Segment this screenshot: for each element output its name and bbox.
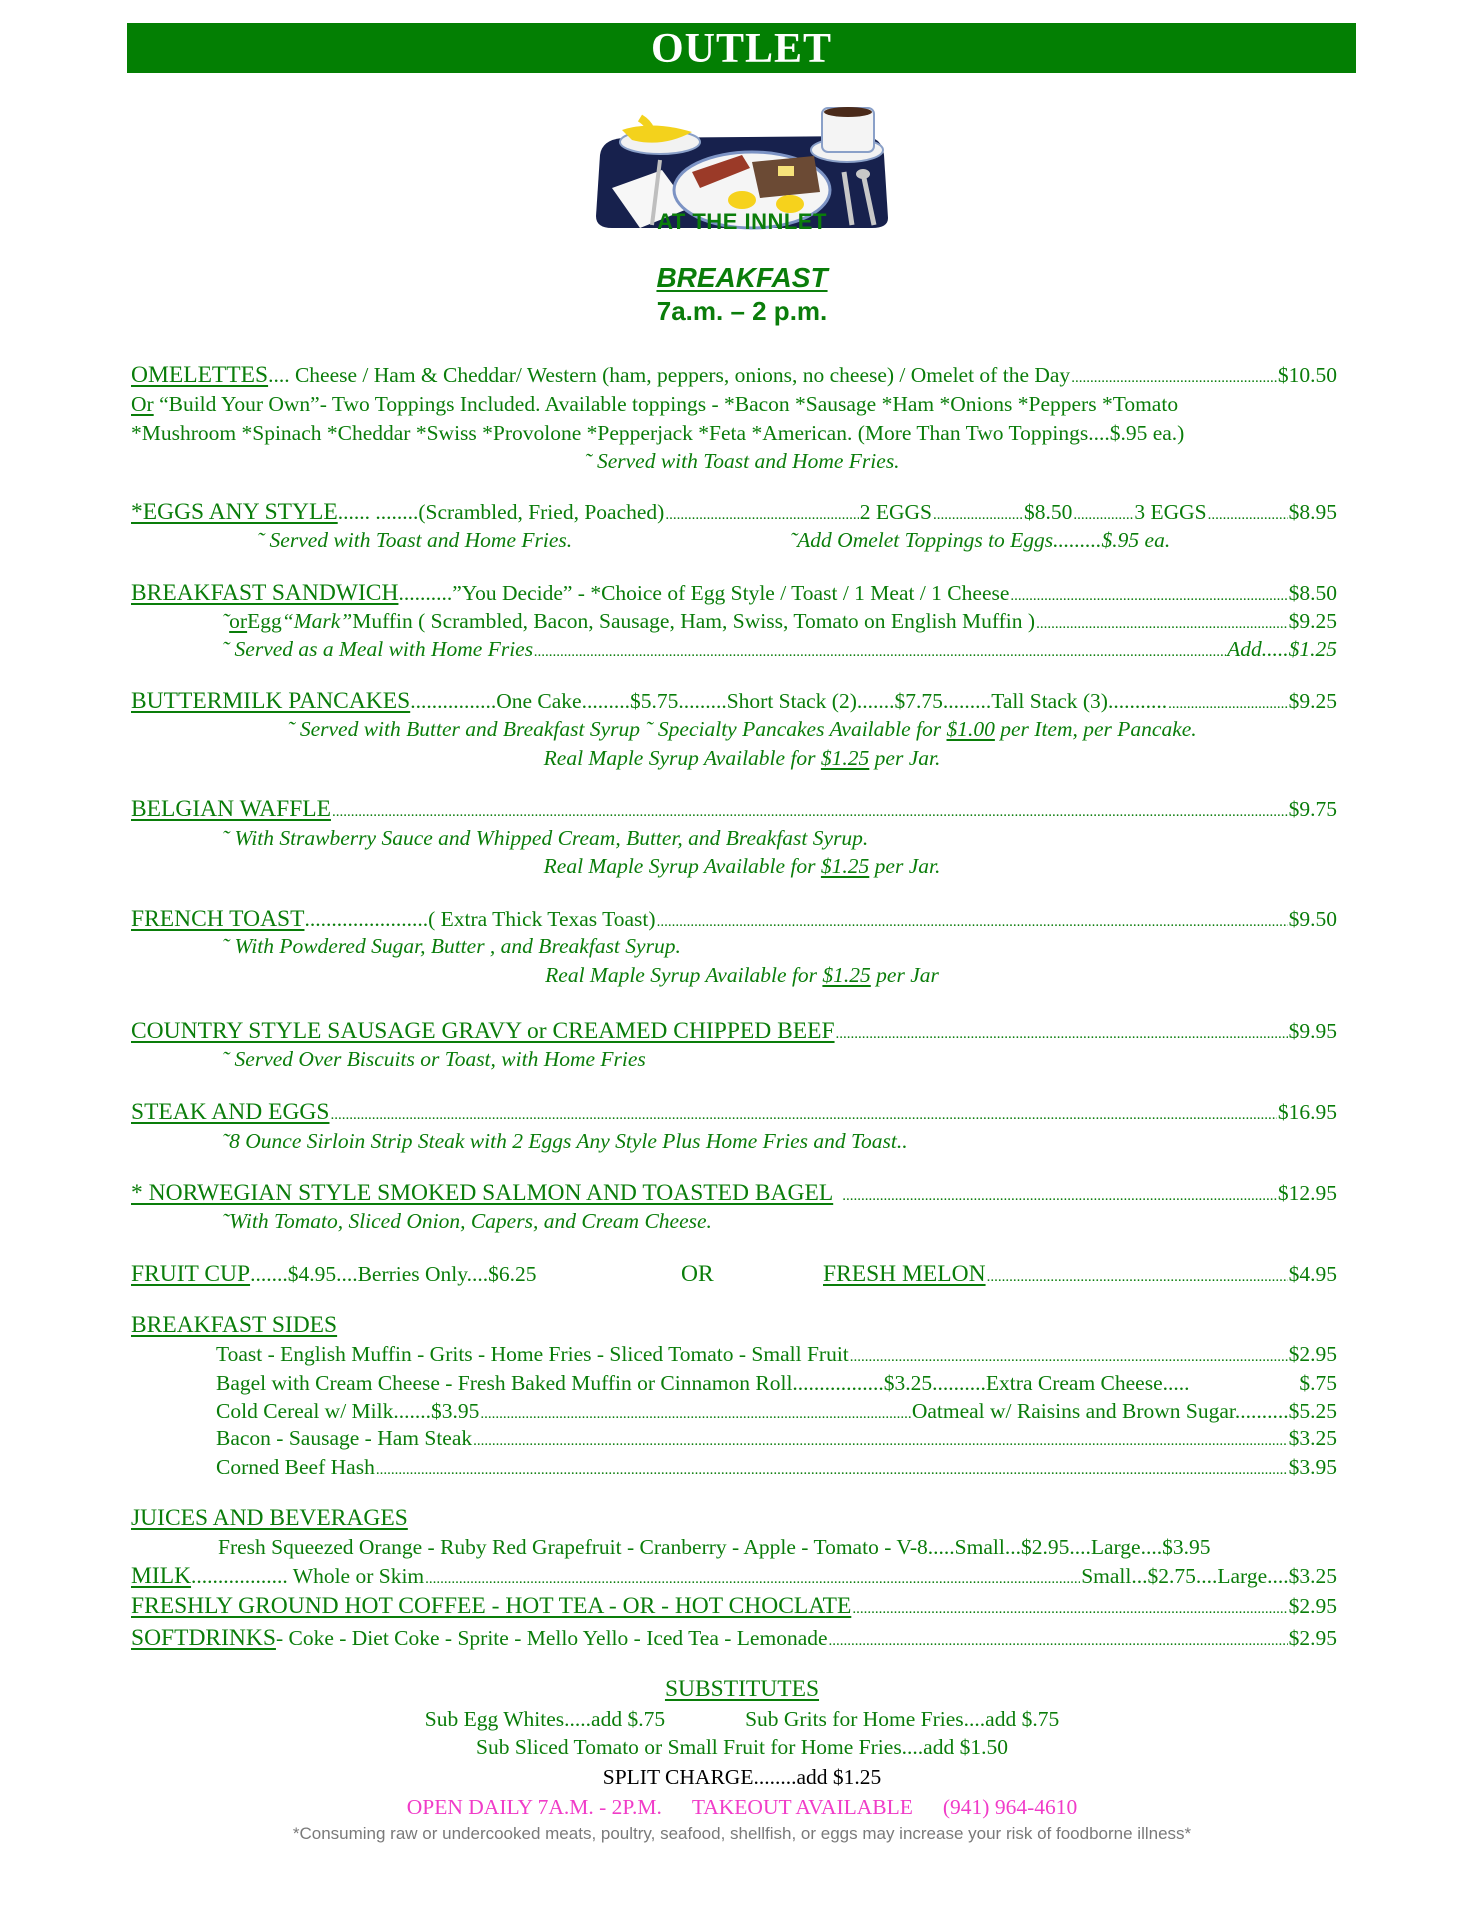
section-title: BREAKFAST <box>656 262 828 293</box>
split-charge: SPLIT CHARGE........add $1.25 <box>602 1765 882 1789</box>
french-toast-maple-note: Real Maple Syrup Available for $1.25 per Jar <box>545 963 939 987</box>
item-name: FRESH MELON <box>823 1261 986 1287</box>
juices-line: Fresh Squeezed Orange - Ruby Red Grapefruit - Cranberry - Apple - Tomato - V-8.....Small...$2.95....Large....$3.95 <box>218 1535 1211 1559</box>
item-price: $9.50 <box>1288 907 1337 931</box>
pancakes-note: ˜ Served with Butter and Breakfast Syrup ˜ Specialty Pancakes Available for $1.00 per Item, per Pancake. <box>287 717 1197 741</box>
toast <box>752 156 820 198</box>
item-name: STEAK AND EGGS <box>131 1099 330 1125</box>
price-2-eggs: $8.50 <box>1023 500 1073 524</box>
side-item: Cold Cereal w/ Milk.......$3.95 ..... Oatmeal w/ Raisins and Brown Sugar.......... $5.25 <box>216 1398 1337 1427</box>
sandwich-meal-note: ˜ Served as a Meal with Home Fries ..... Add.....$1.25 <box>222 636 1337 665</box>
menu-item-eggs: *EGGS ANY STYLE ...... ........(Scrambled, Fried, Poached) ..... 2 EGGS ..... $8.50 ..... 3 EGGS ..... $8.95 <box>131 499 1337 528</box>
price-3-eggs: $8.95 <box>1288 500 1337 524</box>
menu-item-pancakes: BUTTERMILK PANCAKES ................One Cake.........$5.75.........Short Stack (2).......$7.75.........Tall Stack (3)........... ..... $9.25 <box>131 688 1337 717</box>
breakfast-hours: 7a.m. – 2 p.m. <box>656 296 828 326</box>
omelette-build-your-own: Or “Build Your Own”- Two Toppings Included. Available toppings - *Bacon *Sausage *Ham *Onions *Peppers *Tomato <box>131 392 1179 416</box>
menu-item-steak-eggs <box>131 1099 1337 1128</box>
waffle-maple-note: Real Maple Syrup Available for $1.25 per Jar. <box>543 854 941 878</box>
item-name: *EGGS ANY STYLE <box>131 499 338 525</box>
menu-item-fresh-melon <box>823 1261 1337 1290</box>
item-name: COUNTRY STYLE SAUSAGE GRAVY or CREAMED CHIPPED BEEF <box>131 1018 835 1044</box>
item-price: $4.95 <box>1288 1262 1337 1286</box>
takeout-available: TAKEOUT AVAILABLE <box>691 1795 913 1819</box>
coffee <box>824 107 872 117</box>
open-hours-footer: OPEN DAILY 7A.M. - 2P.M. TAKEOUT AVAILABLE (941) 964-4610 <box>406 1795 1078 1819</box>
phone-number: (941) 964-4610 <box>942 1795 1078 1819</box>
item-price: $8.50 <box>1288 581 1337 605</box>
menu-item-french-toast: FRENCH TOAST .......................( Extra Thick Texas Toast) ..... $9.50 <box>131 906 1337 935</box>
item-name: * NORWEGIAN STYLE SMOKED SALMON AND TOASTED BAGEL <box>131 1180 834 1206</box>
waffle-note: ˜ With Strawberry Sauce and Whipped Cream, Butter, and Breakfast Syrup. <box>222 826 869 850</box>
item-name: OMELETTES <box>131 362 269 388</box>
item-price: $9.75 <box>1288 797 1337 821</box>
restaurant-title: OUTLET <box>650 26 833 72</box>
fruit-or: OR <box>681 1261 714 1287</box>
french-toast-note: ˜ With Powdered Sugar, Butter , and Breakfast Syrup. <box>222 934 681 958</box>
item-name: FRUIT CUP <box>131 1261 251 1287</box>
eggs-note: ˜ Served with Toast and Home Fries. <box>257 528 573 552</box>
menu-item-salmon <box>131 1180 1337 1209</box>
title-banner <box>127 23 1356 73</box>
item-name: BREAKFAST SANDWICH <box>131 580 399 606</box>
menu-item-waffle <box>131 796 1337 825</box>
sides-header: BREAKFAST SIDES <box>131 1312 338 1338</box>
salmon-note: ˜With Tomato, Sliced Onion, Capers, and Cream Cheese. <box>222 1209 712 1233</box>
logo-caption: AT THE INNLET <box>657 209 827 234</box>
item-name: FRENCH TOAST <box>131 906 305 932</box>
eggs-toppings-note: ˜Add Omelet Toppings to Eggs.........$.95 ea. <box>790 528 1171 552</box>
menu-item-milk: MILK .................. Whole or Skim ..... Small...$2.75....Large....$3.25 <box>131 1563 1337 1592</box>
menu-item-sandwich: BREAKFAST SANDWICH ..........”You Decide” - *Choice of Egg Style / Toast / 1 Meat / 1 Cheese ..... $8.50 <box>131 580 1337 609</box>
item-price: $9.25 <box>1288 689 1337 713</box>
side-item: Toast - English Muffin - Grits - Home Fries - Sliced Tomato - Small Fruit ..... $2.95 <box>216 1341 1337 1370</box>
menu-item-softdrinks: SOFTDRINKS - Coke - Diet Coke - Sprite - Mello Yello - Iced Tea - Lemonade ..... $2.95 <box>131 1625 1337 1654</box>
item-price: $16.95 <box>1277 1100 1337 1124</box>
menu-item-egg-mark-muffin: ˜ or Egg “Mark” Muffin ( Scrambled, Bacon, Sausage, Ham, Swiss, Tomato on English Muffin ) ..... $9.25 <box>222 608 1337 637</box>
item-price: $9.95 <box>1288 1019 1337 1043</box>
side-item: Bacon - Sausage - Ham Steak ..... $3.25 <box>216 1425 1337 1454</box>
item-name: BUTTERMILK PANCAKES <box>131 688 411 714</box>
substitutes-line-1: Sub Egg Whites.....add $.75 Sub Grits for Home Fries....add $.75 <box>424 1707 1060 1731</box>
menu-item-fruit-cup: FRUIT CUP .......$4.95....Berries Only....$6.25 <box>131 1261 537 1287</box>
item-price: $12.95 <box>1277 1181 1337 1205</box>
omelette-toppings: *Mushroom *Spinach *Cheddar *Swiss *Provolone *Pepperjack *Feta *American. (More Than Two Toppings....$.95 ea.) <box>131 421 1185 445</box>
side-item: Bagel with Cream Cheese - Fresh Baked Muffin or Cinnamon Roll.................$3.25..........Extra Cream Cheese..... $.75 <box>216 1371 1337 1395</box>
substitutes-header: SUBSTITUTES <box>664 1676 820 1702</box>
item-price: $10.50 <box>1277 363 1337 387</box>
substitutes-line-2: Sub Sliced Tomato or Small Fruit for Home Fries....add $1.50 <box>476 1735 1008 1759</box>
side-item: Corned Beef Hash ..... $3.95 <box>216 1454 1337 1483</box>
pancakes-maple-note: Real Maple Syrup Available for $1.25 per Jar. <box>543 746 941 770</box>
menu-item-gravy <box>131 1018 1337 1047</box>
menu-item-hot-drinks: FRESHLY GROUND HOT COFFEE - HOT TEA - OR - HOT CHOCLATE ..... $2.95 <box>131 1593 1337 1622</box>
item-price: $9.25 <box>1288 609 1337 633</box>
item-detail: .... Cheese / Ham & Cheddar/ Western (ham, peppers, onions, no cheese) / Omelet of the Day <box>268 363 1071 387</box>
beverages-header: JUICES AND BEVERAGES <box>131 1505 408 1531</box>
steak-note: ˜8 Ounce Sirloin Strip Steak with 2 Eggs Any Style Plus Home Fries and Toast.. <box>222 1129 908 1153</box>
gravy-note: ˜ Served Over Biscuits or Toast, with Home Fries <box>222 1047 646 1071</box>
menu-item-omelettes <box>131 362 1337 391</box>
butter <box>778 166 794 176</box>
food-safety-disclaimer: *Consuming raw or undercooked meats, poultry, seafood, shellfish, or eggs may increase your risk of foodborne illness* <box>292 1824 1192 1843</box>
egg-yolk-1 <box>728 191 756 209</box>
omelette-note: ˜ Served with Toast and Home Fries. <box>584 449 900 473</box>
item-name: BELGIAN WAFFLE <box>131 796 331 822</box>
